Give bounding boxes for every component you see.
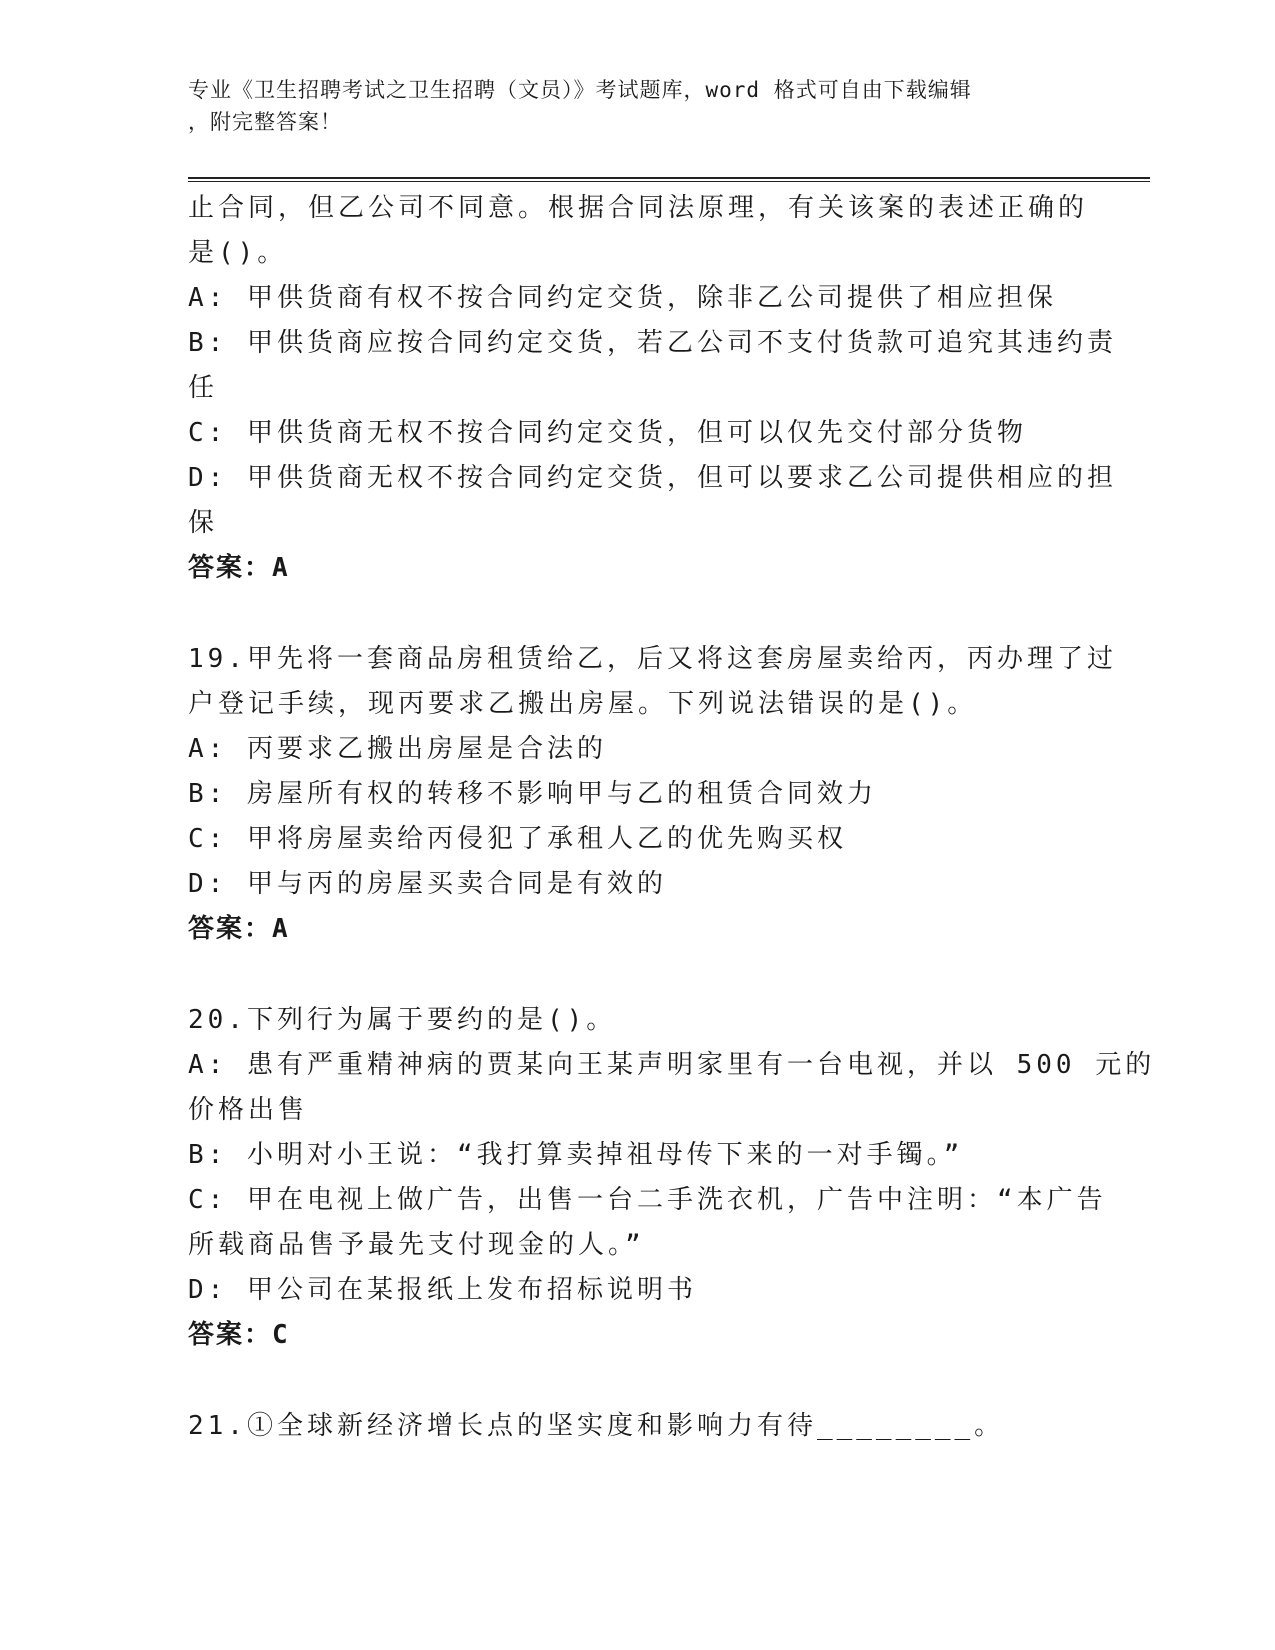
answer: 答案：A [188, 553, 290, 583]
spacer [188, 952, 1068, 998]
answer: 答案：A [188, 914, 290, 944]
answer: 答案：C [188, 1320, 290, 1350]
option-c: C: 甲将房屋卖给丙侵犯了承租人乙的优先购买权 [188, 824, 847, 854]
option-b-continued: 任 [188, 373, 219, 403]
question-stem: 20.下列行为属于要约的是()。 [188, 1005, 617, 1035]
option-d: D: 甲公司在某报纸上发布招标说明书 [188, 1275, 697, 1305]
question-21 [188, 1404, 1068, 1449]
question-stem: 19.甲先将一套商品房租赁给乙，后又将这套房屋卖给丙，丙办理了过 [188, 644, 1117, 674]
page-header [188, 74, 1068, 138]
option-b: B: 甲供货商应按合同约定交货，若乙公司不支付货款可追究其违约责 [188, 328, 1117, 358]
option-a: A: 甲供货商有权不按合同约定交货，除非乙公司提供了相应担保 [188, 283, 1057, 313]
header-line-2: ，附完整答案！ [188, 110, 342, 134]
document-body [188, 186, 1156, 1449]
question-20 [188, 998, 1156, 1358]
option-b: B: 小明对小王说：“我打算卖掉祖母传下来的一对手镯。” [188, 1140, 964, 1170]
option-c: C: 甲供货商无权不按合同约定交货，但可以仅先交付部分货物 [188, 418, 1027, 448]
spacer [188, 591, 1068, 637]
option-d: D: 甲供货商无权不按合同约定交货，但可以要求乙公司提供相应的担 [188, 463, 1117, 493]
question-18 [188, 186, 1117, 591]
spacer [188, 1358, 1068, 1404]
question-stem: 是()。 [188, 238, 288, 268]
question-stem: 21.①全球新经济增长点的坚实度和影响力有待________。 [188, 1411, 1005, 1441]
option-d-continued: 保 [188, 508, 219, 538]
option-c: C: 甲在电视上做广告，出售一台二手洗衣机，广告中注明：“本广告 [188, 1185, 1107, 1215]
question-19 [188, 637, 1117, 952]
option-d: D: 甲与丙的房屋买卖合同是有效的 [188, 869, 667, 899]
option-a: A: 患有严重精神病的贾某向王某声明家里有一台电视，并以 500 元的 [188, 1050, 1156, 1080]
question-stem: 止合同，但乙公司不同意。根据合同法原理，有关该案的表述正确的 [188, 193, 1089, 223]
option-a-continued: 价格出售 [188, 1095, 309, 1125]
header-line-1: 专业《卫生招聘考试之卫生招聘（文员）》考试题库，word 格式可自由下载编辑 [188, 78, 972, 102]
question-stem: 户登记手续，现丙要求乙搬出房屋。下列说法错误的是()。 [188, 689, 978, 719]
option-c-continued: 所载商品售予最先支付现金的人。” [188, 1230, 645, 1260]
option-b: B: 房屋所有权的转移不影响甲与乙的租赁合同效力 [188, 779, 877, 809]
header-divider [188, 177, 1150, 182]
option-a: A: 丙要求乙搬出房屋是合法的 [188, 734, 607, 764]
